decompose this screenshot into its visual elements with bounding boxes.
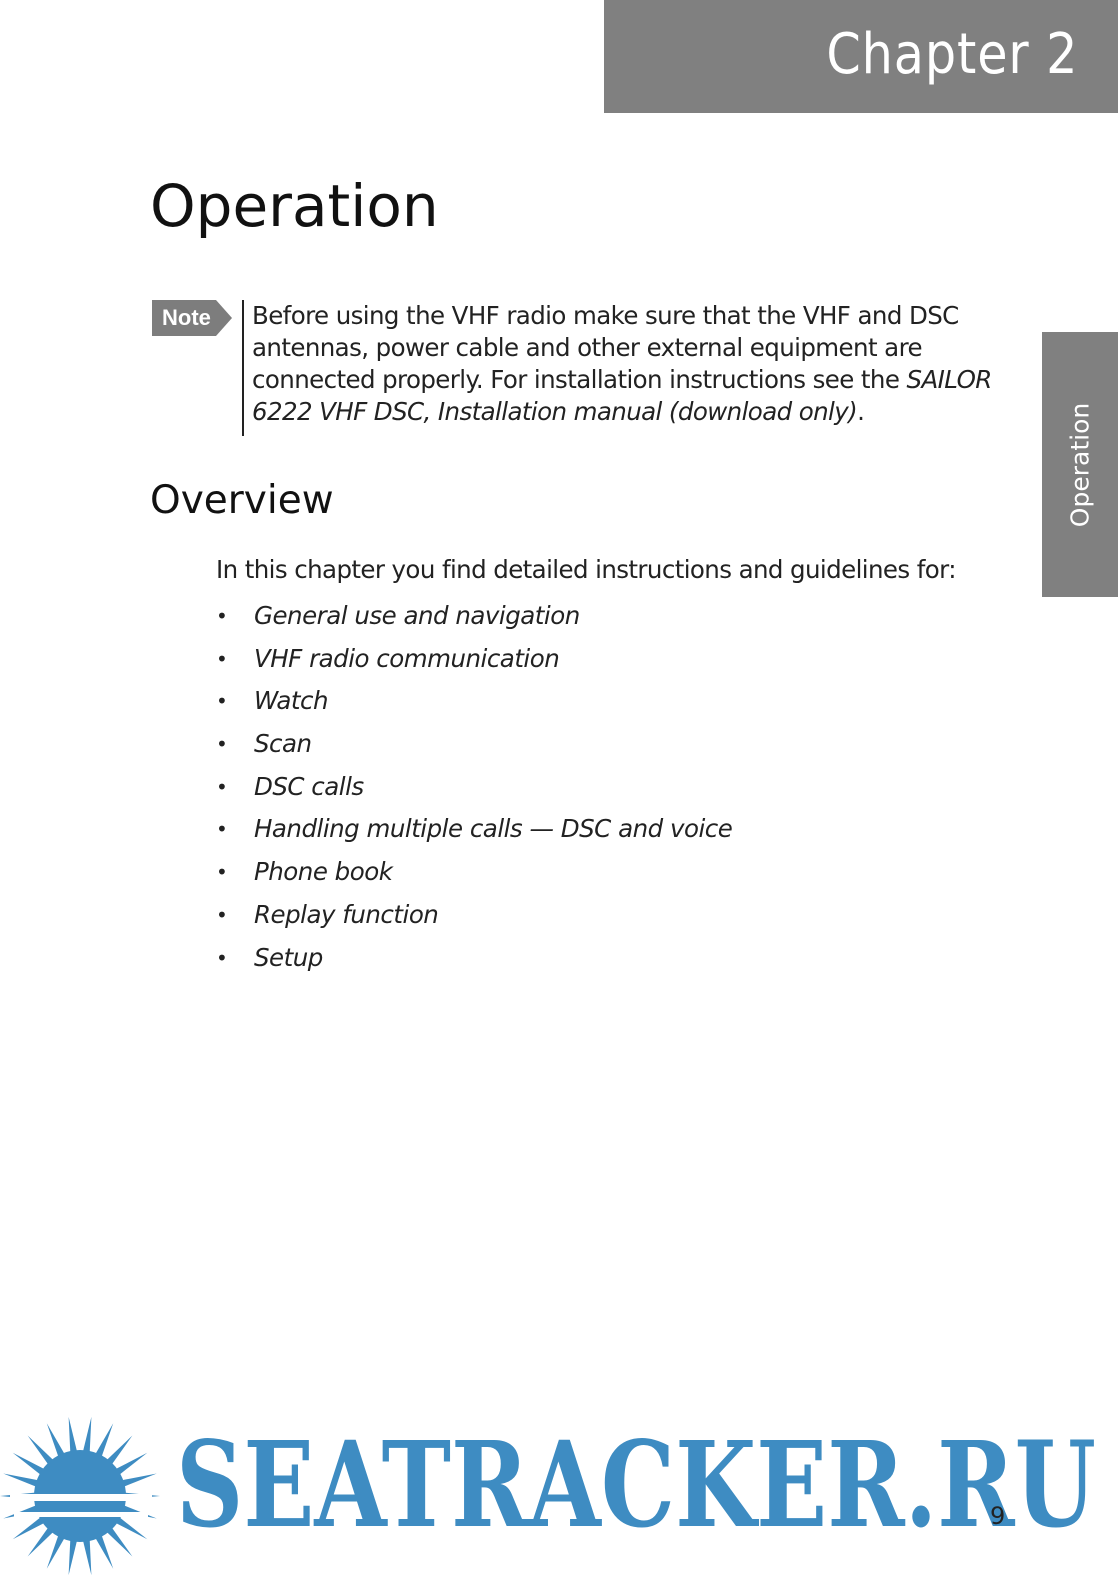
sun-icon [0,1417,160,1575]
bullet-icon: • [216,646,228,671]
note-text-before: Before using the VHF radio make sure that the VHF and DSC antennas, power cable and other external equipment are connected properly. For installation instructions see the [252,301,959,394]
sun-ray [13,1453,45,1475]
note-badge: Note [152,300,216,336]
note-reference: SAILOR 6222 VHF DSC, Installation manual (download only) [252,365,992,426]
note-divider [242,300,244,436]
bullet-icon: • [216,732,228,757]
page-number: 9 [990,1502,1006,1530]
bullet-icon: • [216,860,228,885]
sun-ray [95,1423,113,1457]
sun-ray [69,1539,78,1575]
sun-ray [13,1517,45,1539]
overview-intro: In this chapter you find detailed instructions and guidelines for: [216,555,956,584]
bullet-icon: • [216,902,228,927]
page-title: Operation [150,172,439,240]
note-text [252,300,1012,428]
sun-ray [69,1417,78,1453]
side-tab-label: Operation [1065,402,1095,527]
sun-ray [106,1527,132,1557]
list-item-text: Scan [254,729,312,759]
list-item-text: Phone book [254,857,393,887]
sun-ray [47,1534,65,1568]
sun-ray [115,1453,147,1475]
chapter-label: Chapter 2 [826,22,1078,87]
list-item-text: General use and navigation [254,601,580,630]
note-text-after: . [857,397,865,426]
sun-ray [47,1423,65,1457]
list-item-text: Watch [254,686,329,716]
sun-ray [121,1473,157,1486]
list-item-text: DSC calls [254,771,364,801]
sun-ray [83,1539,92,1575]
sun-ray [115,1517,147,1539]
list-item-text: Replay function [254,899,439,929]
list-item-text: Handling multiple calls — DSC and voice [254,814,733,844]
sun-ray [3,1473,39,1486]
list-item-text: VHF radio communication [254,643,560,673]
bullet-icon: • [216,604,228,628]
bullet-icon: • [216,945,228,970]
bullet-icon: • [216,689,228,714]
sun-ray [28,1527,54,1557]
watermark-text: SEATRACKER.RU [176,1415,1096,1554]
bullet-icon: • [216,774,228,799]
overview-heading: Overview [150,478,334,523]
watermark [0,1408,1118,1586]
chapter-header-tab [604,0,1118,113]
bullet-icon: • [216,817,228,842]
side-section-tab [1042,332,1118,597]
sun-ray [106,1436,132,1466]
sun-ray [95,1534,113,1568]
list-item-text: Setup [254,942,323,972]
sun-ray [83,1417,92,1453]
sun-ray [28,1436,54,1466]
